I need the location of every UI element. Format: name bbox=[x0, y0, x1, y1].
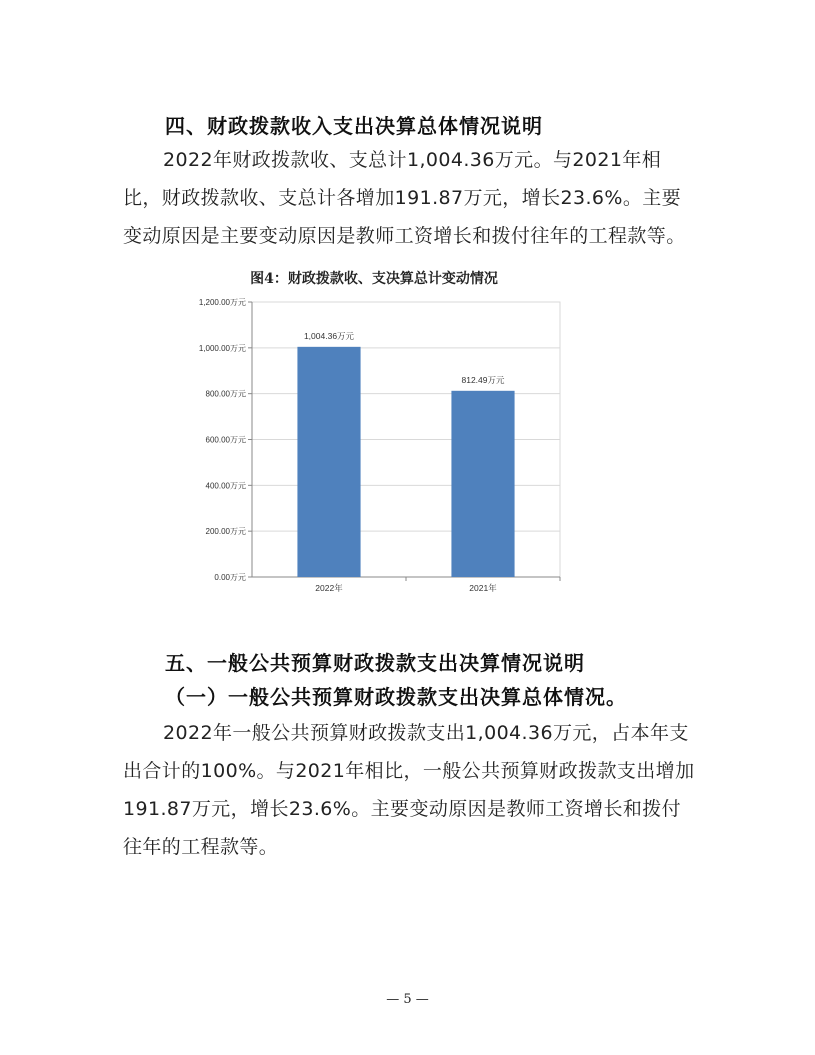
y-tick-label: 1,000.00万元 bbox=[198, 343, 246, 353]
x-tick-label: 2022年 bbox=[315, 583, 343, 593]
bar-2022年 bbox=[297, 347, 360, 577]
chart-title: 图4：财政拨款收、支决算总计变动情况 bbox=[250, 271, 498, 287]
x-tick-label: 2021年 bbox=[469, 583, 497, 593]
data-label: 812.49万元 bbox=[461, 374, 505, 385]
y-tick-label: 0.00万元 bbox=[214, 573, 246, 582]
data-label: 1,004.36万元 bbox=[303, 330, 355, 341]
y-tick-label: 1,200.00万元 bbox=[198, 298, 246, 307]
page-number: — 5 — bbox=[386, 992, 429, 1007]
section5-paragraph: 2022年一般公共预算财政拨款支出1,004.36万元，占本年支出合计的100%。与2021年相比，一般公共预算财政拨款支出增加191.87万元，增长23.6%。主要变动原因是教师工资增长和拨付往年的工程款等。 bbox=[123, 722, 695, 858]
y-tick-label: 200.00万元 bbox=[205, 527, 246, 537]
y-tick-label: 800.00万元 bbox=[205, 389, 246, 399]
section4-heading: 四、财政拨款收入支出决算总体情况说明 bbox=[165, 114, 543, 138]
section5-heading: 五、一般公共预算财政拨款支出决算情况说明 bbox=[165, 651, 585, 675]
bar-2021年 bbox=[451, 391, 514, 577]
section5-subheading: （一）一般公共预算财政拨款支出决算总体情况。 bbox=[165, 685, 627, 709]
figure-4-chart bbox=[188, 262, 568, 607]
bar-chart-svg bbox=[188, 262, 568, 607]
y-tick-label: 400.00万元 bbox=[205, 481, 246, 491]
section4-paragraph: 2022年财政拨款收、支总计1,004.36万元。与2021年相比，财政拨款收、支总计各增加191.87万元，增长23.6%。主要变动原因是主要变动原因是教师工资增长和拨付往年的工程款等。 bbox=[123, 149, 686, 247]
y-tick-label: 600.00万元 bbox=[205, 435, 246, 445]
